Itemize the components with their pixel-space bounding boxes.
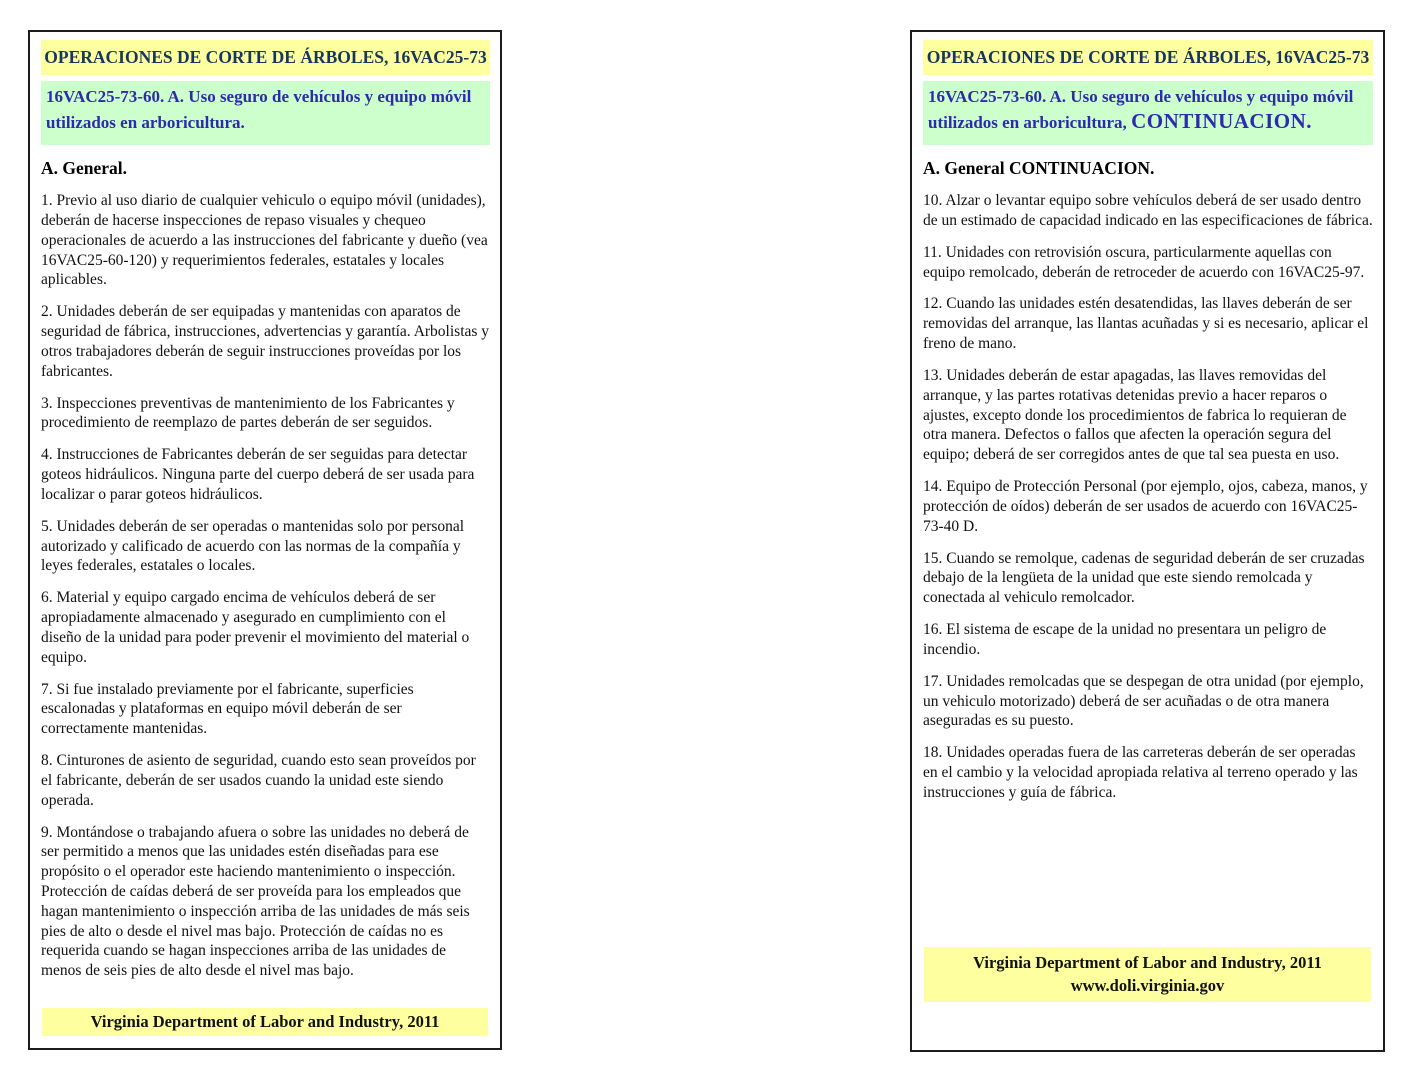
regulation-item-2: 2. Unidades deberán de ser equipadas y mantenidas con aparatos de seguridad de fábrica, instrucciones, advertencias y garantía. Arbolistas y otros trabajadores deberán de seguir instrucciones proveídas por los fabricantes. [41, 303, 490, 380]
regulation-item-11: 11. Unidades con retrovisión oscura, particularmente aquellas con equipo remolcado, deberán de retroceder de acuerdo con 16VAC25-97. [923, 243, 1365, 281]
footer-credit-line: Virginia Department of Labor and Industry, 2011 [90, 1012, 440, 1031]
regulation-item-6: 6. Material y equipo cargado encima de vehículos deberá de ser apropiadamente almacenado y asegurado en cumplimiento con el diseño de la unidad para poder prevenir el movimiento del material o equipo. [41, 589, 470, 666]
regulation-item-4: 4. Instrucciones de Fabricantes deberán de ser seguidas para detectar goteos hidráulicos. Ninguna parte del cuerpo deberá de ser usada para localizar o parar goteos hidráulicos. [41, 446, 475, 503]
regulation-item-13: 13. Unidades deberán de estar apagadas, las llaves removidas del arranque, y las partes rotativas detenidas previo a hacer reparos o ajustes, excepto donde los procedimientos de fabrica lo requieran de otra manera. Defectos o fallos que afecten la operación segura del equipo; deberá de ser corregidos antes de que tal sea puesta en uso. [923, 366, 1347, 464]
regulation-subtitle-text: 16VAC25-73-60. A. Uso seguro de vehículos y equipo móvil utilizados en arboricultura. [46, 87, 472, 133]
regulation-item-17: 17. Unidades remolcadas que se despegan de otra unidad (por ejemplo, un vehiculo motorizado) deberá de ser acuñadas o de otra manera aseguradas es su puesto. [923, 672, 1364, 730]
regulation-item-7: 7. Si fue instalado previamente por el fabricante, superficies escalonadas y plataformas en equipo móvil deberán de ser correctamente mantenidas. [41, 680, 414, 738]
regulation-item-15: 15. Cuando se remolque, cadenas de seguridad deberán de ser cruzadas debajo de la lengüeta de la unidad que este siendo remolcada y conectada al vehiculo remolcador. [923, 549, 1365, 607]
regulation-item-5: 5. Unidades deberán de ser operadas o mantenidas solo por personal autorizado y calificado de acuerdo con las normas de la compañía y leyes federales, estatales o locales. [41, 517, 465, 575]
regulation-item-9: 9. Montándose o trabajando afuera o sobre las unidades no deberá de ser permitido a menos que las unidades estén diseñadas para ese propósito o el operador este haciendo mantenimiento o inspección. Protección de caídas deberá de ser proveída para los empleados que hagan mantenimiento o inspección arriba de las unidades de más seis pies de alto o desde el nivel mas bajo. Protección de caídas no es requerida cuando se hagan inspecciones arriba de las unidades de menos de seis pies de alto desde el nivel mas bajo. [41, 823, 470, 980]
brochure-panel-left [28, 30, 502, 1050]
regulation-subtitle-text: 16VAC25-73-60. A. Uso seguro de vehículos y equipo móvil utilizados en arboricultura, [928, 87, 1354, 133]
regulation-item-1: 1. Previo al uso diario de cualquier vehiculo o equipo móvil (unidades), deberán de hacerse inspecciones de repaso visuales y chequeo operacionales de acuerdo a las instrucciones del fabricante y dueño (vea 16VAC25-60-120) y requerimientos federales, estatales y locales aplicables. [41, 192, 488, 289]
regulation-subtitle [41, 81, 490, 145]
regulation-item-16: 16. El sistema de escape de la unidad no presentara un peligro de incendio. [923, 621, 1327, 658]
footer-website: www.doli.virginia.gov [1070, 975, 1225, 995]
footer-credit [924, 947, 1371, 1002]
section-heading: A. General. [41, 158, 128, 179]
panel-content [30, 32, 500, 981]
panel-content [912, 32, 1383, 803]
regulation-item-3: 3. Inspecciones preventivas de mantenimiento de los Fabricantes y procedimiento de reemplazo de partes deberán de ser seguidos. [41, 394, 455, 432]
regulation-item-10: 10. Alzar o levantar equipo sobre vehículos deberá de ser usado dentro de un estimado de capacidad indicado en las especificaciones de fábrica. [923, 192, 1373, 229]
regulation-item-14: 14. Equipo de Protección Personal (por ejemplo, ojos, cabeza, manos, y protección de oídos) deberán de ser usados de acuerdo con 16VAC25-73-40 D. [923, 478, 1368, 535]
panel-title: OPERACIONES DE CORTE DE ÁRBOLES, 16VAC25-73 [41, 40, 490, 75]
footer-credit [42, 1008, 488, 1036]
regulation-item-12: 12. Cuando las unidades estén desatendidas, las llaves deberán de ser removidas del arranque, las llantas acuñadas y si es necesario, aplicar el freno de mano. [923, 295, 1369, 353]
section-heading: A. General CONTINUACION. [923, 158, 1155, 179]
regulation-subtitle [923, 81, 1373, 145]
panel-title: OPERACIONES DE CORTE DE ÁRBOLES, 16VAC25-73 [923, 40, 1373, 75]
regulation-item-18: 18. Unidades operadas fuera de las carreteras deberán de ser operadas en el cambio y la velocidad apropiada relativa al terreno operado y las instrucciones y guía de fábrica. [923, 744, 1358, 801]
regulation-item-8: 8. Cinturones de asiento de seguridad, cuando esto sean proveídos por el fabricante, deberán de ser usados cuando la unidad este siendo operada. [41, 752, 476, 809]
brochure-panel-right [910, 30, 1385, 1052]
regulation-subtitle-emphasis: CONTINUACION. [1131, 109, 1312, 134]
footer-credit-line: Virginia Department of Labor and Industry, 2011 [973, 953, 1322, 973]
